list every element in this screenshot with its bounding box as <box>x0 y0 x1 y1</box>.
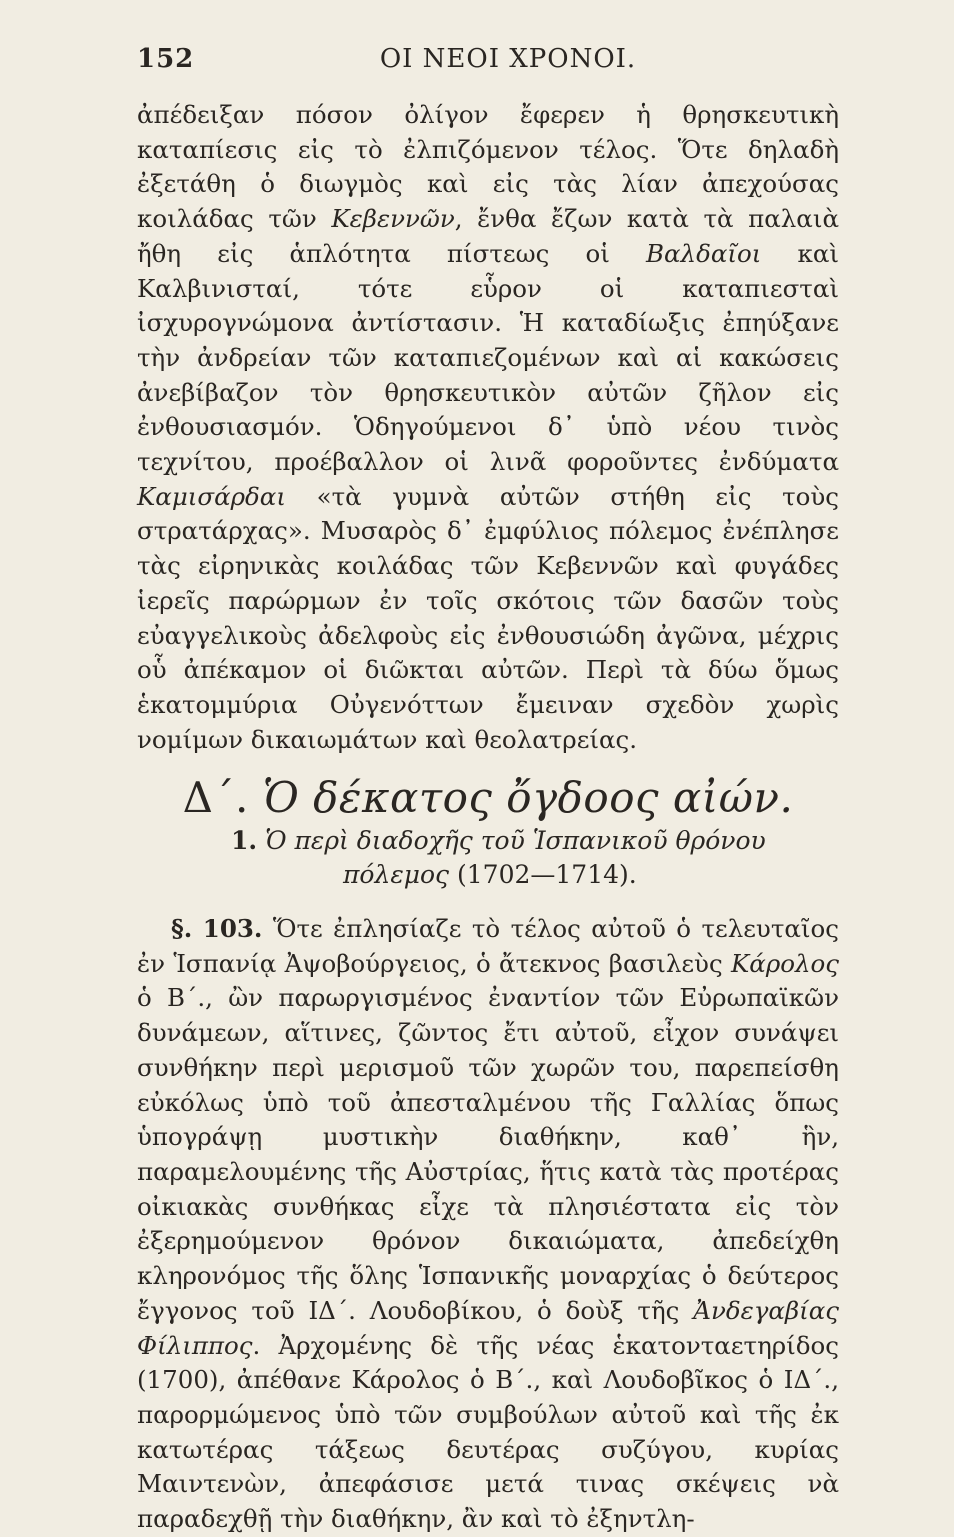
subsection-number: 1. <box>231 826 258 856</box>
running-head <box>137 44 839 84</box>
page-number: 152 <box>137 44 195 74</box>
body-text <box>137 98 839 1537</box>
paragraph-continuation: ἀπέδειξαν πόσον ὀλίγον ἔφερεν ἡ θρησκευτικὴ καταπίεσις εἰς τὸ ἐλπιζόμενον τέλος. Ὅτε δηλαδὴ ἐξετάθη ὁ διωγμὸς καὶ εἰς τὰς λίαν ἀπεχούσας κοιλάδας τῶν Κεβεννῶν, ἔνθα ἔζων κατὰ τὰ παλαιὰ ἤθη εἰς ἁπλότητα πίστεως οἱ Βαλδαῖοι καὶ Καλβινισταί, τότε εὗρον οἱ καταπιεσταὶ ἰσχυρογνώμονα ἀντίστασιν. Ἡ καταδίωξις ἐπηύξανε τὴν ἀνδρείαν τῶν καταπιεζομένων καὶ αἱ κακώσεις ἀνεβίβαζον τὸν θρησκευτικὸν αὐτῶν ζῆλον εἰς ἐνθουσιασμόν. Ὁδηγούμενοι δ᾽ ὑπὸ νέου τινὸς τεχνίτου, προέβαλλον οἱ λινᾶ φοροῦντες ἐνδύματα Καμισάρδαι «τὰ γυμνὰ αὐτῶν στήθη εἰς τοὺς στρατάρχας». Μυσαρὸς δ᾽ ἐμφύλιος πόλεμος ἐνέπλησε τὰς εἰρηνικὰς κοιλάδας τῶν Κεβεννῶν καὶ φυγάδες ἱερεῖς παρώρμων ἐν τοῖς σκότοις τῶν δασῶν τοὺς εὐαγγελικοὺς ἀδελφοὺς εἰς ἐνθουσιώδη ἀγῶνα, μέχρις οὗ ἀπέκαμον οἱ διῶκται αὐτῶν. Περὶ τὰ δύω ὅμως ἑκατομμύρια Οὐγενόττων ἔμειναν σχεδὸν χωρὶς νομίμων δικαιωμάτων καὶ θεολατρείας. <box>137 100 839 754</box>
paragraph-number: 103. <box>202 914 263 944</box>
subsection-title: Ὁ περὶ διαδοχῆς τοῦ Ἱσπανικοῦ θρόνου <box>265 826 766 856</box>
subsection-dates: (1702—1714). <box>457 860 637 890</box>
section-title: Ὁ δέκατος ὄγδοος αἰών. <box>262 773 794 823</box>
subsection-title-word: πόλεμος <box>343 860 450 890</box>
paragraph-103: §. 103. Ὅτε ἐπλησίαζε τὸ τέλος αὐτοῦ ὁ τελευταῖος ἐν Ἱσπανίᾳ Ἀψοβούργειος, ὁ ἄτεκνος βασιλεὺς Κάρολος ὁ Β΄., ὢν παρωργισμένος ἐναντίον τῶν Εὐρωπαϊκῶν δυνάμεων, αἵτινες, ζῶντος ἔτι αὐτοῦ, εἶχον συνάψει συνθήκην περὶ μερισμοῦ τῶν χωρῶν του, παρεπείσθη εὐκόλως ὑπὸ τοῦ ἀπεσταλμένου τῆς Γαλλίας ὅπως ὑπογράψῃ μυστικὴν διαθήκην, καθ᾽ ἣν, παραμελουμένης τῆς Αὐστρίας, ἥτις κατὰ τὰς προτέρας οἰκιακὰς συνθήκας εἶχε τὰ πλησιέστατα εἰς τὸν ἐξερημούμενον θρόνον δικαιώματα, ἀπεδείχθη κληρονόμος τῆς ὅλης Ἱσπανικῆς μοναρχίας ὁ δεύτερος ἔγγονος τοῦ ΙΔ΄. Λουδοβίκου, ὁ δοὺξ τῆς Ἀνδεγαβίας Φίλιππος. Ἀρχομένης δὲ τῆς νέας ἑκατονταετηρίδος (1700), ἀπέθανε Κάρολος ὁ Β΄., καὶ Λουδοβῖκος ὁ ΙΔ΄., παρορμώμενος ὑπὸ τῶν συμβούλων αὐτοῦ καὶ τῆς ἐκ κατωτέρας τάξεως δευτέρας συζύγου, κυρίας Μαιντενὼν, ἀπεφάσισε μετά τινας σκέψεις νὰ παραδεχθῇ τὴν διαθήκην, ἂν καὶ τὸ ἐξηντλη- <box>137 914 839 1534</box>
subsection-heading <box>137 824 839 892</box>
section-heading <box>137 773 839 823</box>
running-title: ΟΙ ΝΕΟΙ ΧΡΟΝΟΙ. <box>379 44 637 74</box>
section-label: Δ΄. <box>182 773 249 823</box>
section-mark: §. <box>171 914 193 944</box>
